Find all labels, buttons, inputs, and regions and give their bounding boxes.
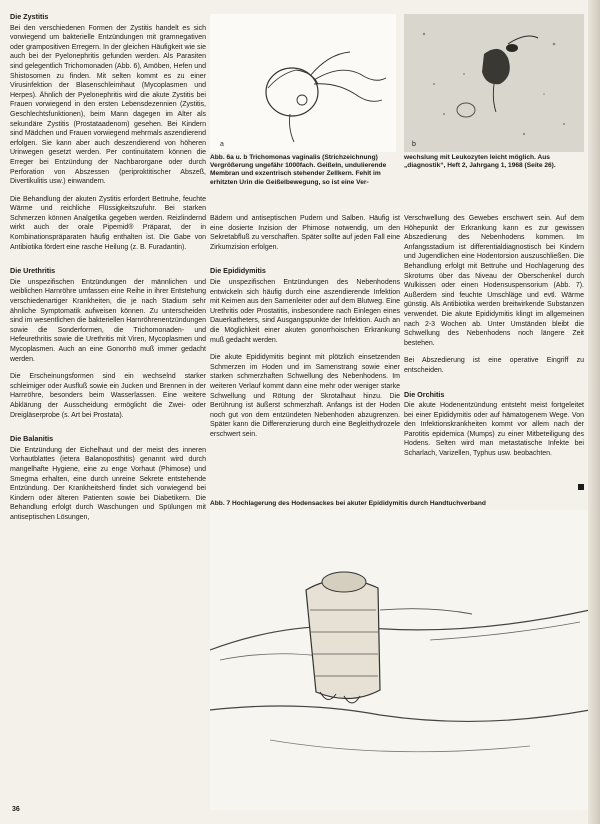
figure-6-caption-continued: wechslung mit Leukozyten leicht möglich. Aus „diagnostik“, Heft 2, Jahrgang 1, 1968 (Seite 26).	[404, 154, 556, 170]
paragraph: Die Entzündung der Eichelhaut und der meist des inneren Vorhautblattes (ietera Balanoposthitis) genannt wird durch mangelhafte Hygiene, eine zu enge Vorhaut (Phimose) und Smegma erhalten, eine durch unreine Sekrete entstehende Entzündung. Der Krankheitsherd findet sich vorwiegend bei Kindern oder älteren Patienten sowie bei Diabetikern. Die Behandlung erfolgt durch Waschungen und Spülungen mit antiseptischen Lösungen,	[10, 446, 206, 521]
paragraph: Verschwellung des Gewebes erschwert sein. Auf dem Höhepunkt der Erkrankung kann es zur gewissen Abszedierung des Nebenhodens kommen. Im Anfangsstadium ist differentialdiagnostisch bei Kindern und Jugendlichen eine Hodentorsion auszuschließen. Die Behandlung erfolgt mit Bettruhe und Hochlagerung des Skrotums über das Niveau der Oberschenkel durch Wulkissen oder einen Hodensuspensorium (Abb. 7). Außerdem sind feuchte Umschläge und evtl. Wärme günstig. Als Antibiotika werden breitwirkende Substanzen verwendet. Die akute Epididymitis klingt im allgemeinen nach 2-3 Wochen ab. Unter Umständen bleibt die Schwellung des Nebenhodens noch längere Zeit bestehen.	[404, 215, 584, 347]
left-column	[10, 12, 206, 531]
middle-column	[210, 214, 400, 447]
paragraph: Die unspezifischen Entzündungen der männlichen und weiblichen Harnröhre umfassen eine Reihe in ihrer Entstehung verschiedenartiger Krankheiten, die je nach Stadium sehr ähnliche Symptomatik aufweisen können. Zu unterscheiden sind im wesentlichen die bakteriellen Harnröhrenentzündungen sowie die Sonderformen, die Trichomonaden- und Hefeurethritis sowie die Urethritis mit Viren, Mycoplasmen und Mycoplasmen. Auch an eine Gonorrhö muß immer gedacht werden.	[10, 278, 206, 363]
paragraph: Die akute Hodenentzündung entsteht meist fortgeleitet bei einer Epididymitis oder auf hämatogenem Wege. Von den Infektionskrankheiten kommt vor allem nach der Parotitis epidemica (Mumps) zu einer Mitbeteiligung des Hodens. Selten wird man metastatische Infekte bei Scharlach, Varizellen, Typhus usw. beobachten.	[404, 402, 584, 458]
figure-6b-trichomonas-photo	[404, 14, 584, 152]
paragraph: Bei den verschiedenen Formen der Zystitis handelt es sich vorwiegend um bakterielle Entzündungen mit gramnegativen oder grampositiven Erregern. In der gleichen Häufigkeit wie sie auch bei der Pyelonephritis gefunden werden. Als Parasiten sind gelegentlich Trichomonaden (Abb. 6), Amöben, Hefen und Shistosomen zu finden. Mit selten kommt es zu einer Virusinfektion der Blasenschleimhaut (Mycoplasmen und Herpes). Ähnlich der Pyelonephritis wird die akute Zystitis bei Frauen vorwiegend in den ersten Lebensdezennien (Zystitis, Geschlechtsfunktionen), beim Mann dagegen im Alter als sekundäre Zystitis (Prostataadenom) gesehen. Bei Kindern sind Mädchen und Frauen vorwiegend mehrmals aszendierend erfolgen. Sie kann aber auch deszendierend von höheren Urinwegen gesetzt werden. Per continuitatem können die Erreger bei Entzündung der Nachbarorgane oder durch Perforation von Abszessen (periproktitischer Abszeß, Divertikulitis usw.) einwandern.	[10, 24, 206, 186]
section-heading-epididymitis: Die Epididymitis	[210, 266, 266, 276]
right-column	[404, 214, 584, 467]
page-edge-shadow	[588, 0, 600, 824]
figure-7-bandage-illustration	[210, 510, 590, 810]
paragraph: Bädern und antiseptischen Pudern und Salben. Häufig ist eine dosierte Inzision der Phimose notwendig, um den Sekretabfluß zu verschaffen. Später sollte auf jeden Fall eine Zirkumzision erfolgen.	[210, 215, 400, 251]
figure-7-caption: Abb. 7 Hochlagerung des Hodensackes bei akuter Epididymitis durch Handtuchverband	[210, 500, 486, 507]
section-heading-zystitis: Die Zystitis	[10, 12, 49, 21]
paragraph: Die Behandlung der akuten Zystitis erfordert Bettruhe, feuchte Wärme und reichliche Flüssigkeitszufuhr. Bei starken Schmerzen können Analgetika gegeben werden. Reizlindernd wirkt auch der orale Pipemid® Präparat, der in Kombinationspräparaten häufig enthalten ist. Die Gabe von Antibiotika fördert eine rasche Heilung (z. B. Furadantin).	[10, 195, 206, 251]
svg-text:a: a	[220, 141, 224, 148]
section-heading-orchitis: Die Orchitis	[404, 389, 445, 399]
svg-text:b: b	[412, 141, 416, 148]
trichomonas-drawing-icon	[210, 14, 396, 152]
paragraph: Die akute Epididymitis beginnt mit plötzlich einsetzenden Schmerzen im Hoden und im Samenstrang sowie einer starken schmerzhaften Schwellung des Nebenhodens. Im weiteren Verlauf kommt dann eine mehr oder weniger starke Schwellung und Rötung der Skrotalhaut hinzu. Die Berührung ist äußerst schmerzhaft. Anfangs ist der Hoden noch gut von dem entzündeten Nebenhoden abzugrenzen. Später kann die Differenzierung durch eine Begleithydrozele erschwert sein.	[210, 354, 400, 438]
paragraph: Die unspezifischen Entzündungen des Nebenhodens entwickeln sich häufig durch eine aszendierende Infektion mit Keimen aus den Samenleiter oder auf dem Blutweg. Eine Urethritis oder Prostatitis, insbesondere nach Einlegen eines Dauerkatheters, sind Ausgangspunkte der Infektion. Auch an die Möglichkeit einer akuten gonorrhoischen Erkrankung muß gedacht werden.	[210, 278, 400, 344]
article-end-mark	[578, 484, 584, 490]
microscope-photo-icon	[404, 14, 584, 152]
paragraph: Die Erscheinungsformen sind ein wechselnd starker schleimiger oder Ausfluß sowie ein Jucken und Brennen in der Harnröhre, besonders beim Wasserlassen. Eine weitere Abklärung der Ausscheidung ermöglicht die Zwei- oder Dreigläserprobe (s. Art bei Prostata).	[10, 373, 206, 419]
page-number: 36	[12, 806, 20, 813]
figure-6-caption: Abb. 6a u. b Trichomonas vaginalis (Strichzeichnung) Vergrößerung ungefähr 1000fach. Geißeln, undulierende Membran und exzentrisch stehender Zellkern. Fehlt im erhitzten Urin die Geißelbewegung, so ist eine Ver-	[210, 154, 387, 186]
section-heading-urethritis: Die Urethritis	[10, 266, 56, 276]
paragraph: Bei Abszedierung ist eine operative Eingriff zu entscheiden.	[404, 357, 584, 374]
figure-6a-trichomonas-drawing	[210, 14, 396, 152]
scrotal-bandage-drawing-icon	[210, 510, 590, 810]
section-heading-balanitis: Die Balanitis	[10, 434, 54, 444]
